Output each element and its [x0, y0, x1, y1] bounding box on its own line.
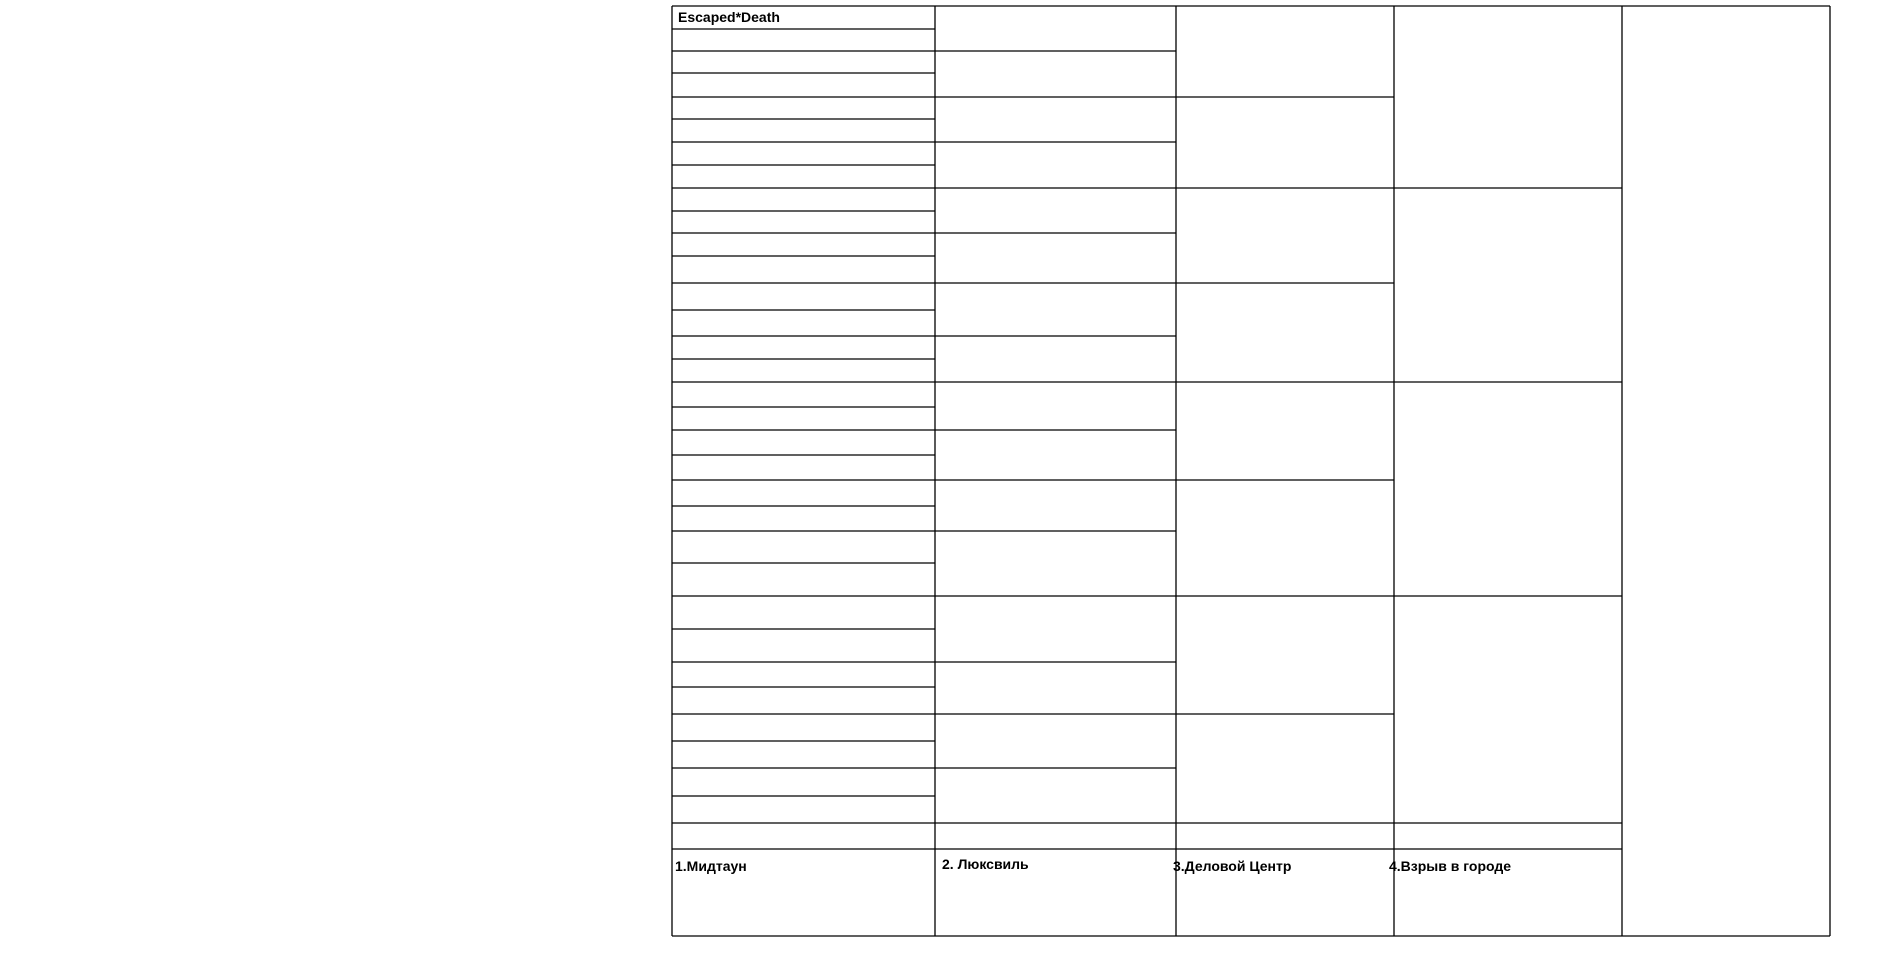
round-label-2: 2. Люксвиль [942, 856, 1029, 872]
bracket-grid [672, 6, 1830, 936]
round-label-1: 1.Мидтаун [675, 858, 747, 874]
round-label-3: 3.Деловой Центр [1173, 858, 1292, 874]
round-label-4: 4.Взрыв в городе [1389, 858, 1512, 874]
bracket-title: Escaped*Death [678, 9, 780, 25]
